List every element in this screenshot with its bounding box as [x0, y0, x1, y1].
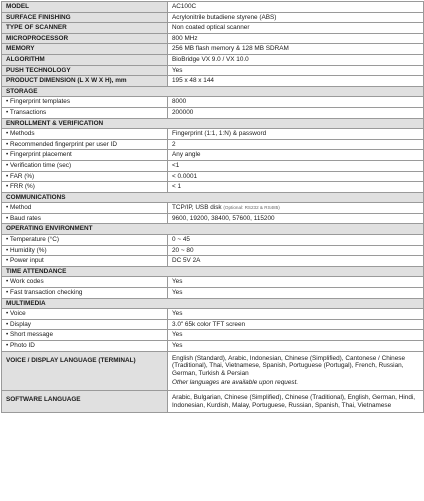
row-value: 3.0" 65k color TFT screen [168, 319, 424, 330]
spec-label: ALGORITHM [2, 54, 168, 65]
table-row [2, 107, 424, 118]
row-label: • Recommended fingerprint per user ID [2, 139, 168, 150]
row-label: • Short message [2, 330, 168, 341]
spec-row-microprocessor [2, 33, 424, 44]
row-label: • Transactions [2, 107, 168, 118]
voice-display-language-row [2, 351, 424, 390]
spec-value: Non coated optical scanner [168, 23, 424, 34]
row-label: • Power input [2, 256, 168, 267]
language-note: Other languages are available upon request. [172, 379, 299, 387]
row-label: • FRR (%) [2, 182, 168, 193]
row-value: 200000 [168, 107, 424, 118]
section-title: MULTIMEDIA [2, 298, 424, 309]
table-row [2, 319, 424, 330]
table-row [2, 150, 424, 161]
spec-value: Yes [168, 65, 424, 76]
row-value: < 0.0001 [168, 171, 424, 182]
spec-value: BioBridge VX 9.0 / VX 10.0 [168, 54, 424, 65]
section-header-communications [2, 192, 424, 203]
language-list: English (Standard), Arabic, Indonesian, Chinese (Simplified), Cantonese / Chinese (Traditional), Thai, Vietnamese, Spanish, Portuguese (Portugal), French, Russian, German, Turkish & Persian [172, 354, 406, 377]
row-value: Arabic, Bulgarian, Chinese (Simplified), Chinese (Traditional), English, German, Hindi, Indonesian, Kurdish, Malay, Portuguese, Russian, Spanish, Thai, Vietnamese [168, 390, 424, 412]
row-value: Yes [168, 288, 424, 299]
row-value: 2 [168, 139, 424, 150]
section-title: STORAGE [2, 86, 424, 97]
row-label: • Temperature (°C) [2, 235, 168, 246]
section-header-enrollment [2, 118, 424, 129]
table-row [2, 330, 424, 341]
row-value: DC 5V 2A [168, 256, 424, 267]
spec-row-algorithm [2, 54, 424, 65]
spec-row-scanner [2, 23, 424, 34]
table-row [2, 256, 424, 267]
table-row [2, 129, 424, 140]
row-value: Yes [168, 309, 424, 320]
row-value: Yes [168, 277, 424, 288]
spec-value: 195 x 48 x 144 [168, 76, 424, 87]
spec-value: Acrylonitrile butadiene styrene (ABS) [168, 12, 424, 23]
row-label: • Work codes [2, 277, 168, 288]
method-note: (Optional: RS232 & RS485) [223, 205, 280, 211]
row-value: 9600, 19200, 38400, 57600, 115200 [168, 213, 424, 224]
row-label: • Methods [2, 129, 168, 140]
method-value: TCP/IP, USB disk [172, 204, 222, 212]
spec-value: 800 MHz [168, 33, 424, 44]
section-title: COMMUNICATIONS [2, 192, 424, 203]
spec-label: TYPE OF SCANNER [2, 23, 168, 34]
table-row [2, 97, 424, 108]
row-value: <1 [168, 160, 424, 171]
row-label: • Method [2, 203, 168, 214]
section-header-multimedia [2, 298, 424, 309]
spec-value: AC100C [168, 2, 424, 13]
table-row [2, 182, 424, 193]
row-label: • Display [2, 319, 168, 330]
row-label: • Verification time (sec) [2, 160, 168, 171]
row-label: • Voice [2, 309, 168, 320]
row-label: • FAR (%) [2, 171, 168, 182]
spec-label: MEMORY [2, 44, 168, 55]
software-language-row [2, 390, 424, 412]
row-value: Yes [168, 330, 424, 341]
spec-table [1, 1, 424, 413]
section-title: TIME ATTENDANCE [2, 266, 424, 277]
spec-label: PUSH TECHNOLOGY [2, 65, 168, 76]
section-title: OPERATING ENVIRONMENT [2, 224, 424, 235]
row-value: Yes [168, 341, 424, 352]
row-label: • Photo ID [2, 341, 168, 352]
spec-label: MODEL [2, 2, 168, 13]
spec-row-memory [2, 44, 424, 55]
table-row [2, 245, 424, 256]
spec-row-model [2, 2, 424, 13]
row-value: 0 ~ 45 [168, 235, 424, 246]
row-value: 8000 [168, 97, 424, 108]
row-label: • Fingerprint placement [2, 150, 168, 161]
row-value: Any angle [168, 150, 424, 161]
row-label: • Baud rates [2, 213, 168, 224]
section-header-attendance [2, 266, 424, 277]
row-value: 20 ~ 80 [168, 245, 424, 256]
row-value [168, 203, 424, 214]
spec-row-dimension [2, 76, 424, 87]
spec-row-push [2, 65, 424, 76]
table-row [2, 235, 424, 246]
table-row [2, 203, 424, 214]
spec-label: PRODUCT DIMENSION (L X W X H), mm [2, 76, 168, 87]
row-label: SOFTWARE LANGUAGE [2, 390, 168, 412]
row-label: • Fast transaction checking [2, 288, 168, 299]
spec-value: 256 MB flash memory & 128 MB SDRAM [168, 44, 424, 55]
table-row [2, 139, 424, 150]
spec-row-surface [2, 12, 424, 23]
table-row [2, 288, 424, 299]
table-row [2, 171, 424, 182]
row-label: • Humidity (%) [2, 245, 168, 256]
row-value: Fingerprint (1:1, 1:N) & password [168, 129, 424, 140]
table-row [2, 341, 424, 352]
row-value: < 1 [168, 182, 424, 193]
row-label: • Fingerprint templates [2, 97, 168, 108]
section-title: ENROLLMENT & VERIFICATION [2, 118, 424, 129]
spec-label: MICROPROCESSOR [2, 33, 168, 44]
row-value [168, 351, 424, 390]
table-row [2, 309, 424, 320]
table-row [2, 213, 424, 224]
spec-label: SURFACE FINISHING [2, 12, 168, 23]
section-header-storage [2, 86, 424, 97]
table-row [2, 277, 424, 288]
row-label: VOICE / DISPLAY LANGUAGE (TERMINAL) [2, 351, 168, 390]
table-row [2, 160, 424, 171]
section-header-operating [2, 224, 424, 235]
